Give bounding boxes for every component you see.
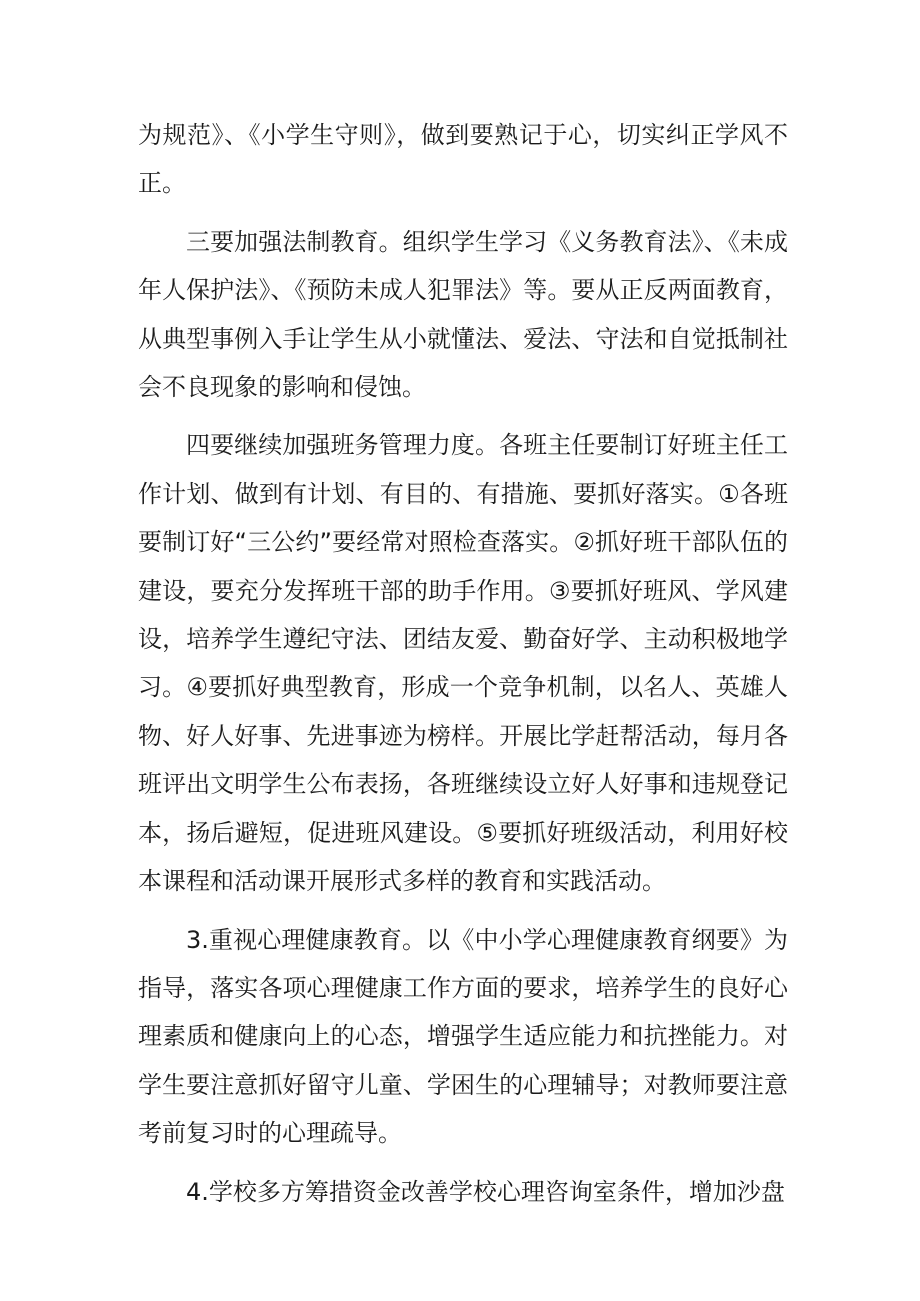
paragraph-mental-health: 3.重视心理健康教育。以《中小学心理健康教育纲要》为指导，落实各项心理健康工作方面的要求，培养学生的良好心理素质和健康向上的心态，增强学生适应能力和抗挫能力。对学生要注意抓好留守儿童、学困生的心理辅导；对教师要注意考前复习时的心理疏导。	[138, 925, 788, 1148]
paragraph-class-management: 四要继续加强班务管理力度。各班主任要制订好班主任工作计划、做到有计划、有目的、有措施、要抓好落实。①各班要制订好“三公约”要经常对照检查落实。②抓好班干部队伍的建设，要充分发挥班干部的助手作用。③要抓好班风、学风建设，培养学生遵纪守法、团结友爱、勤奋好学、主动积极地学习。④要抓好典型教育，形成一个竞争机制，以名人、英雄人物、好人好事、先进事迹为榜样。开展比学赶帮活动，每月各班评出文明学生公布表扬，各班继续设立好人好事和违规登记本，扬后避短，促进班风建设。⑤要抓好班级活动，利用好校本课程和活动课开展形式多样的教育和实践活动。	[138, 431, 788, 896]
paragraph-continuation: 为规范》、《小学生守则》，做到要熟记于心，切实纠正学风不正。	[138, 121, 788, 198]
paragraph-legal-education: 三要加强法制教育。组织学生学习《义务教育法》、《未成年人保护法》、《预防未成人犯罪法》等。要从正反两面教育，从典型事例入手让学生从小就懂法、爱法、守法和自觉抵制社会不良现象的影响和侵蚀。	[138, 227, 788, 402]
document-body	[138, 111, 788, 1226]
paragraph-counseling-room: 4.学校多方筹措资金改善学校心理咨询室条件，增加沙盘	[186, 1177, 785, 1206]
